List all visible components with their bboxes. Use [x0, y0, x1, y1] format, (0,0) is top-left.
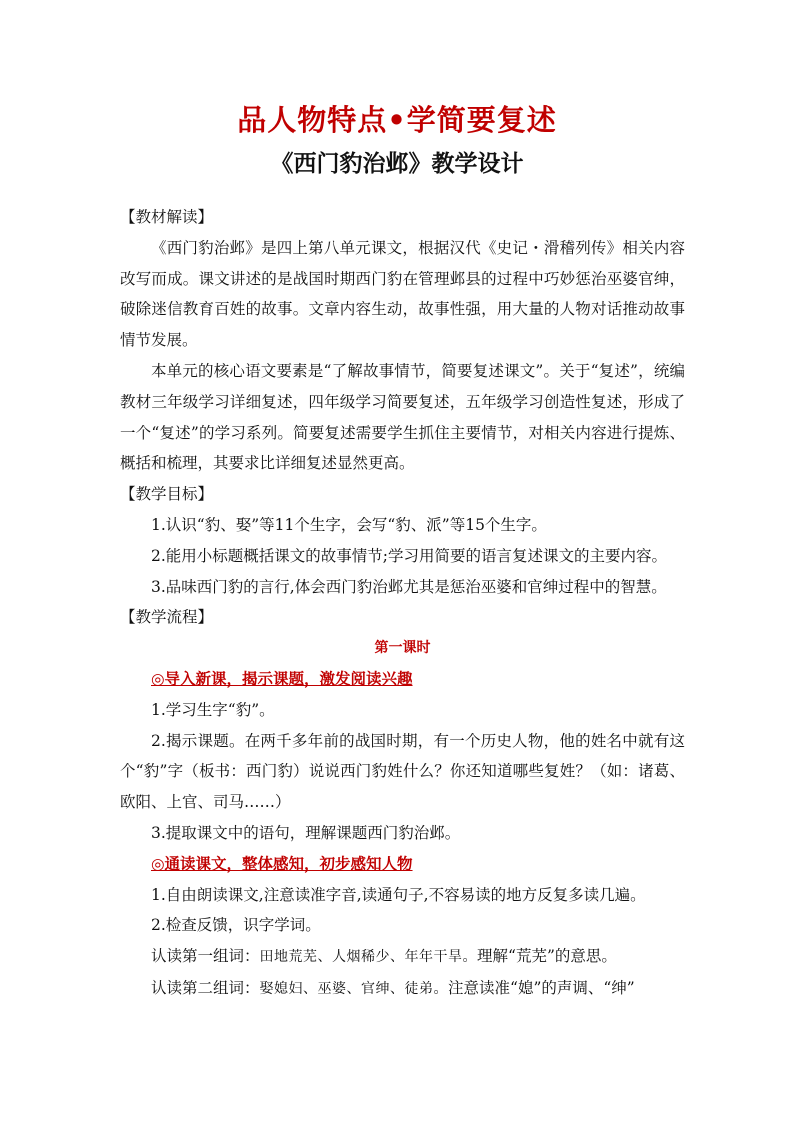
step-item: 2.揭示课题。在两千多年前的战国时期，有一个历史人物，他的姓名中就有这个“豹”字（板书：西门豹）说说西门豹姓什么？你还知道哪些复姓？（如：诸葛、欧阳、上官、司马……）	[120, 731, 685, 812]
lesson-label: 第一课时	[374, 640, 431, 657]
material-paragraph-1: 《西门豹治邺》是四上第八单元课文，根据汉代《史记・滑稽列传》相关内容改写而成。课文讲述的是战国时期西门豹在管理邺县的过程中巧妙惩治巫婆官绅，破除迷信教育百姓的故事。文章内容生动，故事性强，用大量的人物对话推动故事情节发展。	[120, 238, 685, 350]
page-title: 品人物特点•学简要复述	[237, 103, 557, 137]
step-item: 2.检查反馈，识字学词。	[151, 916, 321, 935]
word-group-2	[120, 973, 685, 1005]
material-paragraph-2: 本单元的核心语文要素是“了解故事情节，简要复述课文”。关于“复述”，统编教材三年级学习详细复述，四年级学习简要复述，五年级学习创造性复述，形成了一个“复述”的学习系列。简要复述需要学生抓住主要情节，对相关内容进行提炼、概括和梳理，其要求比详细复述显然更高。	[120, 361, 685, 473]
word-group-prefix: 认读第二组词：	[151, 978, 260, 997]
page-subtitle: 《西门豹治邺》教学设计	[270, 150, 524, 177]
word-group-suffix: 理解“荒芜”的意思。	[477, 947, 617, 966]
word-group-prefix: 认读第一组词：	[151, 947, 260, 966]
section-heading-material: 【教材解读】	[120, 208, 214, 226]
section-heading-goals: 【教学目标】	[120, 485, 214, 504]
word-group-words: 田地荒芜、人烟稀少、年年干旱。	[259, 949, 478, 966]
word-group-words: 娶媳妇、巫婆、官绅、徒弟。	[259, 980, 449, 997]
step-item: 3.提取课文中的语句，理解课题西门豹治邺。	[151, 823, 461, 842]
goal-item: 1.认识“豹、娶”等11个生字，会写“豹、派”等15个生字。	[151, 515, 547, 534]
goal-item: 3.品味西门豹的言行,体会西门豹治邺尤其是惩治巫婆和官绅过程中的智慧。	[151, 577, 667, 596]
word-group-suffix: 注意读准“媳”的声调、“绅”	[448, 978, 635, 997]
step-item: 1.自由朗读课文,注意读准字音,读通句子,不容易读的地方反复多读几遍。	[151, 885, 646, 904]
section-heading-process: 【教学流程】	[120, 608, 214, 627]
part-title-intro: ◎导入新课，揭示课题，激发阅读兴趣	[151, 668, 413, 688]
goal-item: 2.能用小标题概括课文的故事情节;学习用简要的语言复述课文的主要内容。	[151, 546, 668, 565]
step-item: 1.学习生字“豹”。	[151, 700, 275, 719]
word-group-1	[120, 941, 685, 973]
part-title-reading: ◎通读课文，整体感知，初步感知人物	[151, 853, 413, 873]
document-body	[120, 202, 685, 1005]
